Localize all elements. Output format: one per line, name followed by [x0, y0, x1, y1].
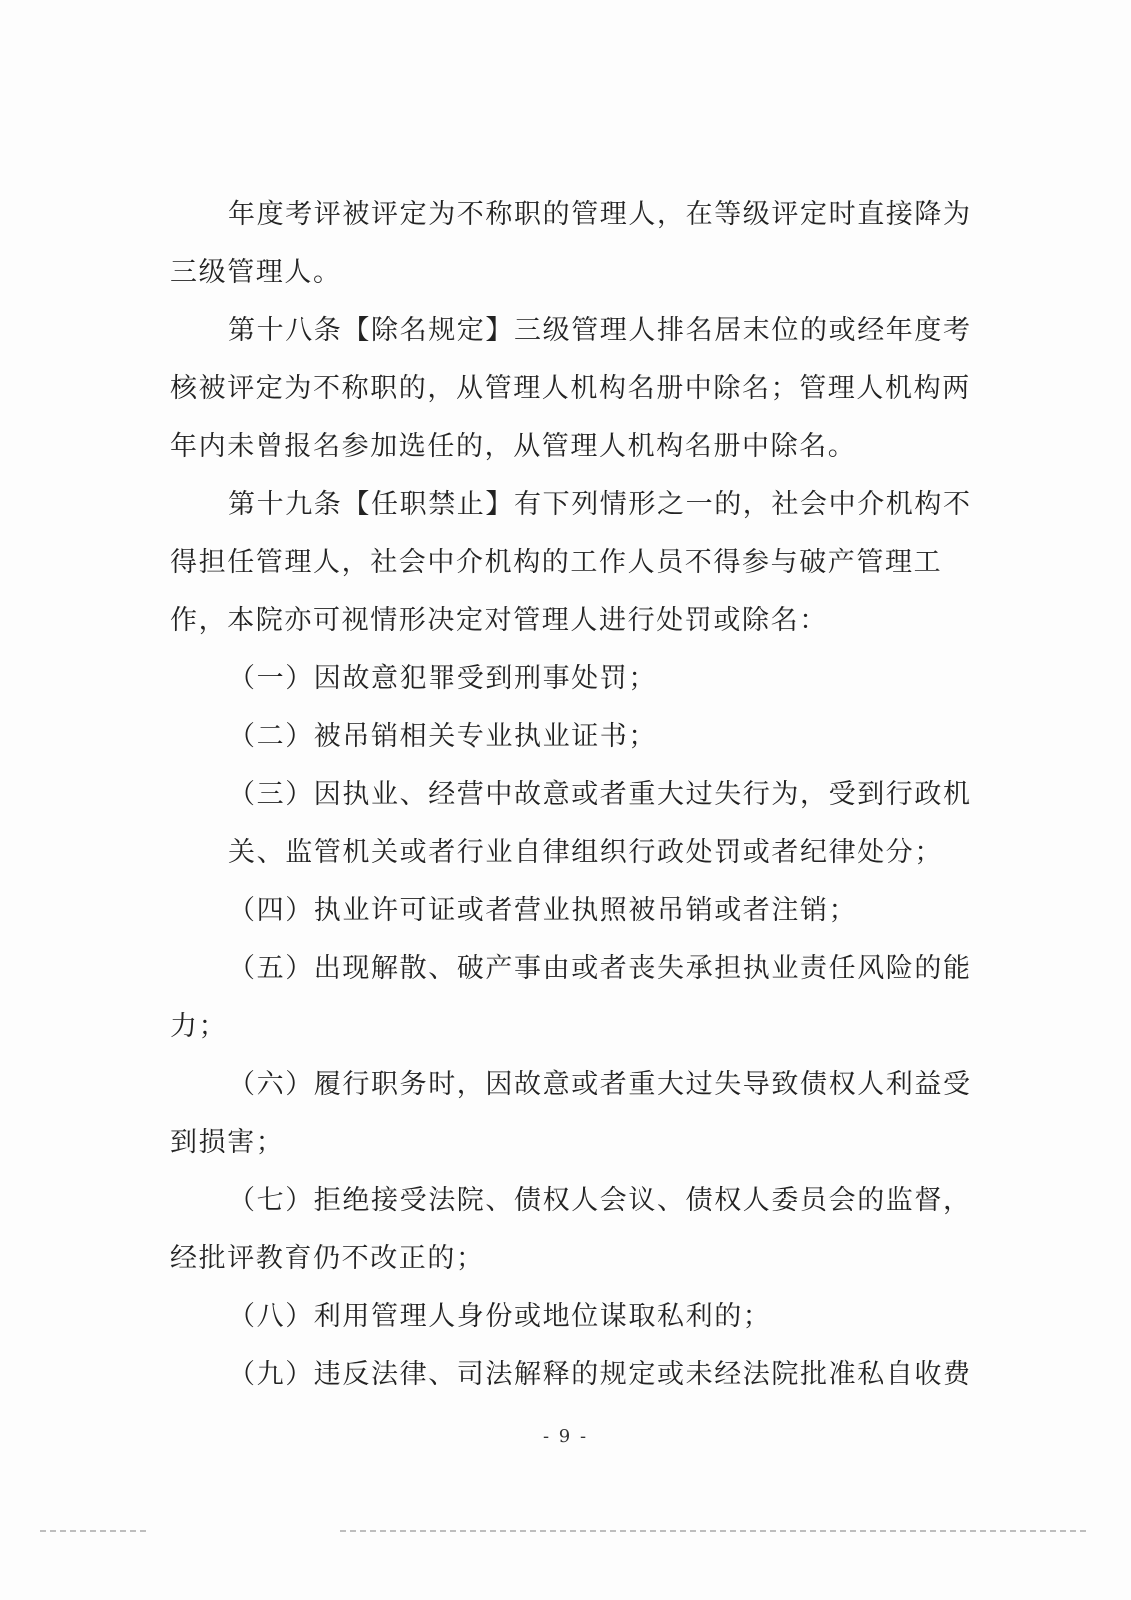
item-3-line-1: （三）因执业、经营中故意或者重大过失行为，受到行政机	[228, 779, 972, 810]
page-number: - 9 -	[542, 1426, 589, 1447]
scan-artifact-right	[340, 1530, 1090, 1532]
article-18-line-1: 第十八条【除名规定】三级管理人排名居末位的或经年度考	[228, 315, 972, 346]
item-6-line-2: 到损害；	[170, 1127, 285, 1158]
text-line-1: 年度考评被评定为不称职的管理人，在等级评定时直接降为	[228, 199, 972, 230]
item-6-line-1: （六）履行职务时，因故意或者重大过失导致债权人利益受	[228, 1069, 972, 1100]
item-7-line-2: 经批评教育仍不改正的；	[170, 1243, 485, 1274]
item-5-line-1: （五）出现解散、破产事由或者丧失承担执业责任风险的能	[228, 953, 972, 984]
item-2: （二）被吊销相关专业执业证书；	[228, 721, 657, 752]
article-18-line-2: 核被评定为不称职的，从管理人机构名册中除名；管理人机构两	[170, 373, 971, 404]
article-19-line-1: 第十九条【任职禁止】有下列情形之一的，社会中介机构不	[228, 489, 972, 520]
item-7-line-1: （七）拒绝接受法院、债权人会议、债权人委员会的监督，	[228, 1185, 972, 1216]
item-5-line-2: 力；	[170, 1011, 228, 1042]
article-19-line-3: 作，本院亦可视情形决定对管理人进行处罚或除名：	[170, 605, 828, 636]
scan-artifact-left	[40, 1530, 150, 1532]
item-4: （四）执业许可证或者营业执照被吊销或者注销；	[228, 895, 858, 926]
article-18-line-3: 年内未曾报名参加选任的，从管理人机构名册中除名。	[170, 431, 857, 462]
text-line-2: 三级管理人。	[170, 257, 342, 288]
item-8: （八）利用管理人身份或地位谋取私利的；	[228, 1301, 772, 1332]
item-3-line-2: 关、监管机关或者行业自律组织行政处罚或者纪律处分；	[228, 837, 943, 868]
item-9-line-1: （九）违反法律、司法解释的规定或未经法院批准私自收费	[228, 1359, 972, 1390]
article-19-line-2: 得担任管理人，社会中介机构的工作人员不得参与破产管理工	[170, 547, 943, 578]
item-1: （一）因故意犯罪受到刑事处罚；	[228, 663, 657, 694]
